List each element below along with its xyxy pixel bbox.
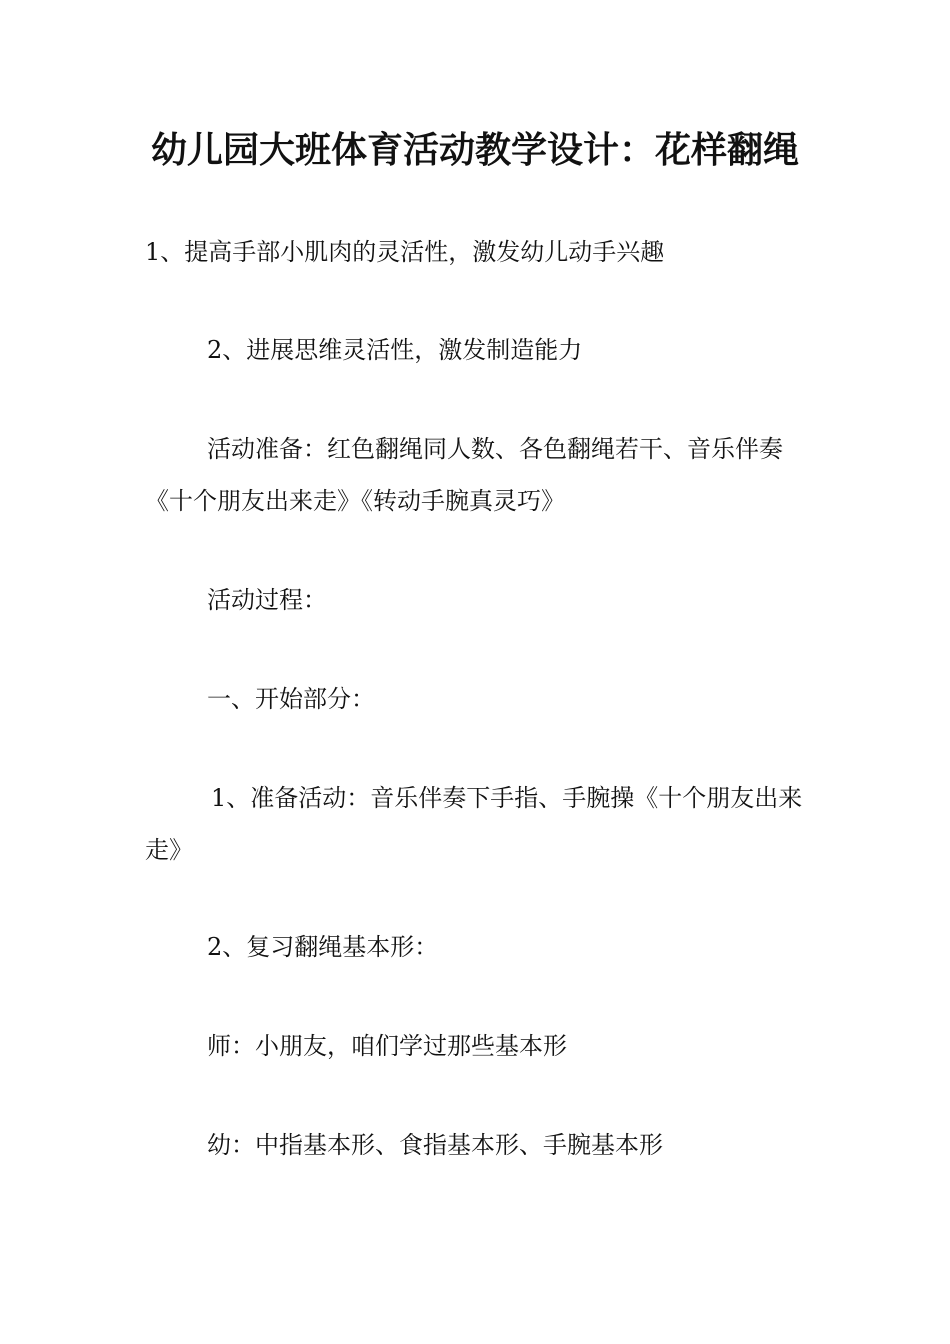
paragraph-review: 2、复习翻绳基本形： — [207, 933, 439, 961]
paragraph-teacher-question: 师：小朋友，咱们学过那些基本形 — [207, 1032, 567, 1060]
document-title: 幼儿园大班体育活动教学设计：花样翻绳 — [150, 130, 799, 171]
paragraph-child-answer: 幼：中指基本形、食指基本形、手腕基本形 — [207, 1131, 663, 1159]
paragraph-warmup: 1、准备活动：音乐伴奏下手指、手腕操《十个朋友出来走》 — [145, 784, 803, 864]
paragraph-process-heading: 活动过程： — [207, 586, 327, 614]
paragraph-goal-2: 2、进展思维灵活性，激发制造能力 — [207, 336, 583, 364]
paragraph-goal-1: 1、提高手部小肌肉的灵活性，激发幼儿动手兴趣 — [145, 238, 665, 266]
paragraph-preparation: 活动准备：红色翻绳同人数、各色翻绳若干、音乐伴奏《十个朋友出来走》《转动手腕真灵巧》 — [145, 435, 783, 515]
paragraph-section-start: 一、开始部分： — [207, 685, 375, 713]
